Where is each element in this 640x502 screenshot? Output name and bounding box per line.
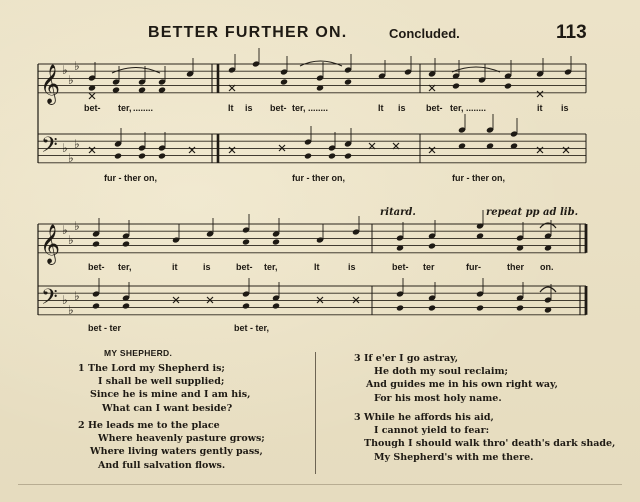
hymn-heading: BETTER FURTHER ON. (148, 24, 348, 41)
lyric-s1-dots2: ........ (308, 103, 329, 113)
treble-clef-icon: 𝄞 (40, 224, 61, 264)
flat-icon: ♭ (74, 289, 80, 303)
lyric-s1-ter3: ter, (450, 103, 464, 113)
concluded-label: Concluded. (389, 26, 460, 41)
verse-4 (354, 411, 615, 464)
verse-line: Since he is mine and I am his, (90, 389, 251, 401)
rest-icon (563, 147, 569, 153)
verse-1 (78, 362, 250, 415)
note-head (428, 242, 436, 249)
bass-clef-icon: 𝄢 (41, 285, 58, 315)
hymn-title: MY SHEPHERD. (104, 348, 173, 358)
lyric-s1-bass-1: fur - ther on, (104, 173, 157, 183)
lyric-s1-is1: is (245, 103, 253, 113)
lyric-s1-it3: it (537, 103, 543, 113)
lyric-s2-is2: is (348, 262, 356, 272)
lyric-s2-bet2: bet- (236, 262, 253, 272)
rest-icon (229, 147, 235, 153)
verse-line (78, 362, 250, 375)
flat-icon: ♭ (62, 63, 68, 77)
rest-icon (537, 91, 543, 97)
lyric-s2-bet3: bet- (392, 262, 409, 272)
note-head (114, 152, 122, 159)
lyric-s2-on: on. (540, 262, 554, 272)
note-head (344, 78, 352, 85)
slur (300, 61, 342, 66)
verse-line: And guides me in his own right way, (366, 379, 558, 391)
note-head (272, 238, 280, 245)
verse-line-text: The Lord my Shepherd is; (87, 363, 225, 374)
lyric-s2-bet1: bet- (88, 262, 105, 272)
rest-icon (89, 93, 95, 99)
lyric-s2-is1: is (203, 262, 211, 272)
flat-icon: ♭ (62, 223, 68, 237)
verse-line: Where heavenly pasture grows; (98, 433, 265, 445)
verse-line: I shall be well supplied; (98, 376, 225, 388)
verse-number: 1 (78, 363, 85, 374)
lyric-s1-dots3: ........ (466, 103, 487, 113)
lyric-s1-is2: is (398, 103, 406, 113)
note-head (476, 304, 484, 311)
flat-icon: ♭ (62, 141, 68, 155)
note-head (280, 78, 288, 85)
lyric-s1-bet3: bet- (426, 103, 443, 113)
verse-line-text: While he affords his aid, (363, 412, 494, 423)
lyric-s2-it1: it (172, 262, 178, 272)
verse-line: For his most holy name. (374, 392, 502, 404)
lyric-s2-ter1: ter, (118, 262, 132, 272)
rest-icon (189, 147, 195, 153)
flat-icon: ♭ (74, 137, 80, 151)
verse-line-text: If e'er I go astray, (363, 353, 459, 364)
note-head (92, 240, 100, 247)
note-head (504, 82, 512, 89)
rest-icon (429, 147, 435, 153)
verse-line (78, 419, 265, 432)
lyric-s1-is3: is (561, 103, 569, 113)
note-head (516, 304, 524, 311)
note-head (242, 238, 250, 245)
rest-icon (537, 147, 543, 153)
verse-number: 3 (354, 353, 361, 364)
verse-2 (78, 419, 265, 472)
flat-icon: ♭ (68, 73, 74, 87)
verse-number: 3 (354, 412, 361, 423)
flat-icon: ♭ (62, 293, 68, 307)
flat-icon: ♭ (68, 151, 74, 165)
lyric-s2-ter2: ter, (264, 262, 278, 272)
column-divider (315, 352, 316, 474)
note-head (92, 302, 100, 309)
page-number: 113 (556, 22, 587, 43)
treble-clef-icon: 𝄞 (40, 64, 61, 104)
verse-line: Where living waters gently pass, (90, 446, 263, 458)
bass-clef-icon: 𝄢 (41, 133, 58, 163)
lyric-s2-ter3: ter (423, 262, 435, 272)
note-head (452, 82, 460, 89)
verse-line: What can I want beside? (102, 402, 233, 414)
note-head (158, 152, 166, 159)
lyric-s1-bass-3: fur - ther on, (452, 173, 505, 183)
lyric-s2-it2: It (314, 262, 320, 272)
verse-line: And full salvation flows. (98, 459, 226, 471)
lyric-s1-bass-2: fur - ther on, (292, 173, 345, 183)
note-head (396, 304, 404, 311)
lyric-s1-ter1: ter, (118, 103, 132, 113)
note-head (138, 152, 146, 159)
verse-line (354, 411, 615, 424)
note-head (428, 304, 436, 311)
lyric-s2-bass-2: bet - ter, (234, 323, 270, 333)
lyric-s1-ter2: ter, (292, 103, 306, 113)
lyric-s1-dots1: ........ (133, 103, 154, 113)
note-head (272, 302, 280, 309)
note-head (122, 302, 130, 309)
verse-line-text: He leads me to the place (87, 420, 220, 431)
lyric-s1-it2: It (378, 103, 384, 113)
fermata-icon (540, 287, 556, 292)
note-head (122, 240, 130, 247)
verse-line: He doth my soul reclaim; (374, 366, 509, 378)
verse-line: My Shepherd's with me there. (374, 451, 534, 463)
verse-line (354, 352, 558, 365)
page-edge-rule (18, 484, 622, 485)
flat-icon: ♭ (74, 219, 80, 233)
lyric-s2-fur: fur- (466, 262, 481, 272)
flat-icon: ♭ (74, 59, 80, 73)
tempo-mark-repeat: repeat pp ad lib. (486, 207, 579, 218)
verse-line: Though I should walk thro' death's dark shade, (364, 438, 616, 450)
lyric-s1-it1: It (228, 103, 234, 113)
note-head (304, 152, 312, 159)
note-head (344, 152, 352, 159)
verse-line: I cannot yield to fear: (374, 425, 490, 437)
lyric-s1-bet2: bet- (270, 103, 287, 113)
flat-icon: ♭ (68, 303, 74, 317)
tempo-mark-ritard: ritard. (380, 207, 416, 218)
lyric-s2-ther: ther (507, 262, 525, 272)
note-head (328, 152, 336, 159)
verse-3 (354, 352, 558, 405)
rest-icon (89, 147, 95, 153)
flat-icon: ♭ (68, 233, 74, 247)
lyric-s1-betfirst: bet- (84, 103, 101, 113)
note-head (242, 302, 250, 309)
verse-number: 2 (78, 420, 85, 431)
lyric-s2-bass-1: bet - ter (88, 323, 122, 333)
